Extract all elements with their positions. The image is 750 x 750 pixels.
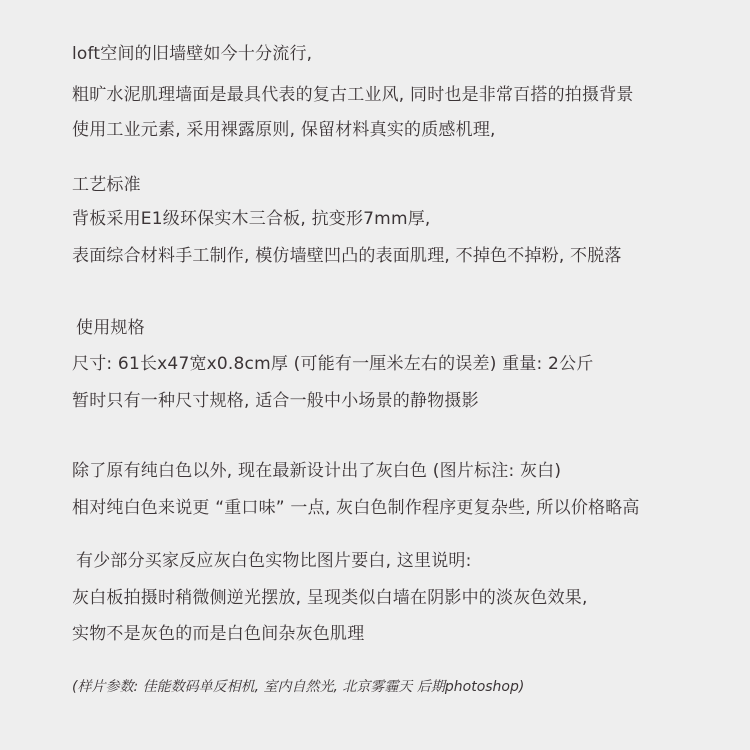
specs-line-2: 暂时只有一种尺寸规格, 适合一般中小场景的静物摄影 (72, 391, 479, 411)
intro-line-2: 粗旷水泥肌理墙面是最具代表的复古工业风, 同时也是非常百搭的拍摄背景 (72, 85, 634, 105)
intro-line-1: loft空间的旧墙壁如今十分流行, (72, 44, 313, 64)
note-line-2: 灰白板拍摄时稍微侧逆光摆放, 呈现类似白墙在阴影中的淡灰色效果, (72, 588, 588, 608)
note-line-1: 有少部分买家反应灰白色实物比图片要白, 这里说明: (76, 551, 472, 571)
color-line-1: 除了原有纯白色以外, 现在最新设计出了灰白色 (图片标注: 灰白) (72, 461, 562, 481)
intro-line-3: 使用工业元素, 采用裸露原则, 保留材料真实的质感机理, (72, 120, 496, 140)
craft-line-1: 背板采用E1级环保实木三合板, 抗变形7mm厚, (72, 209, 431, 229)
craft-line-2: 表面综合材料手工制作, 模仿墙壁凹凸的表面肌理, 不掉色不掉粉, 不脱落 (72, 246, 622, 266)
color-line-2: 相对纯白色来说更 “重口味” 一点, 灰白色制作程序更复杂些, 所以价格略高 (72, 498, 640, 518)
specs-line-1: 尺寸: 61长x47宽x0.8cm厚 (可能有一厘米左右的误差) 重量: 2公斤 (72, 354, 594, 374)
specs-heading: 使用规格 (76, 318, 145, 338)
note-line-3: 实物不是灰色的而是白色间杂灰色肌理 (72, 624, 365, 644)
sample-parameters-caption: (样片参数: 佳能数码单反相机, 室内自然光, 北京雾霾天 后期photoshop) (72, 679, 525, 695)
craft-heading: 工艺标准 (72, 175, 141, 195)
